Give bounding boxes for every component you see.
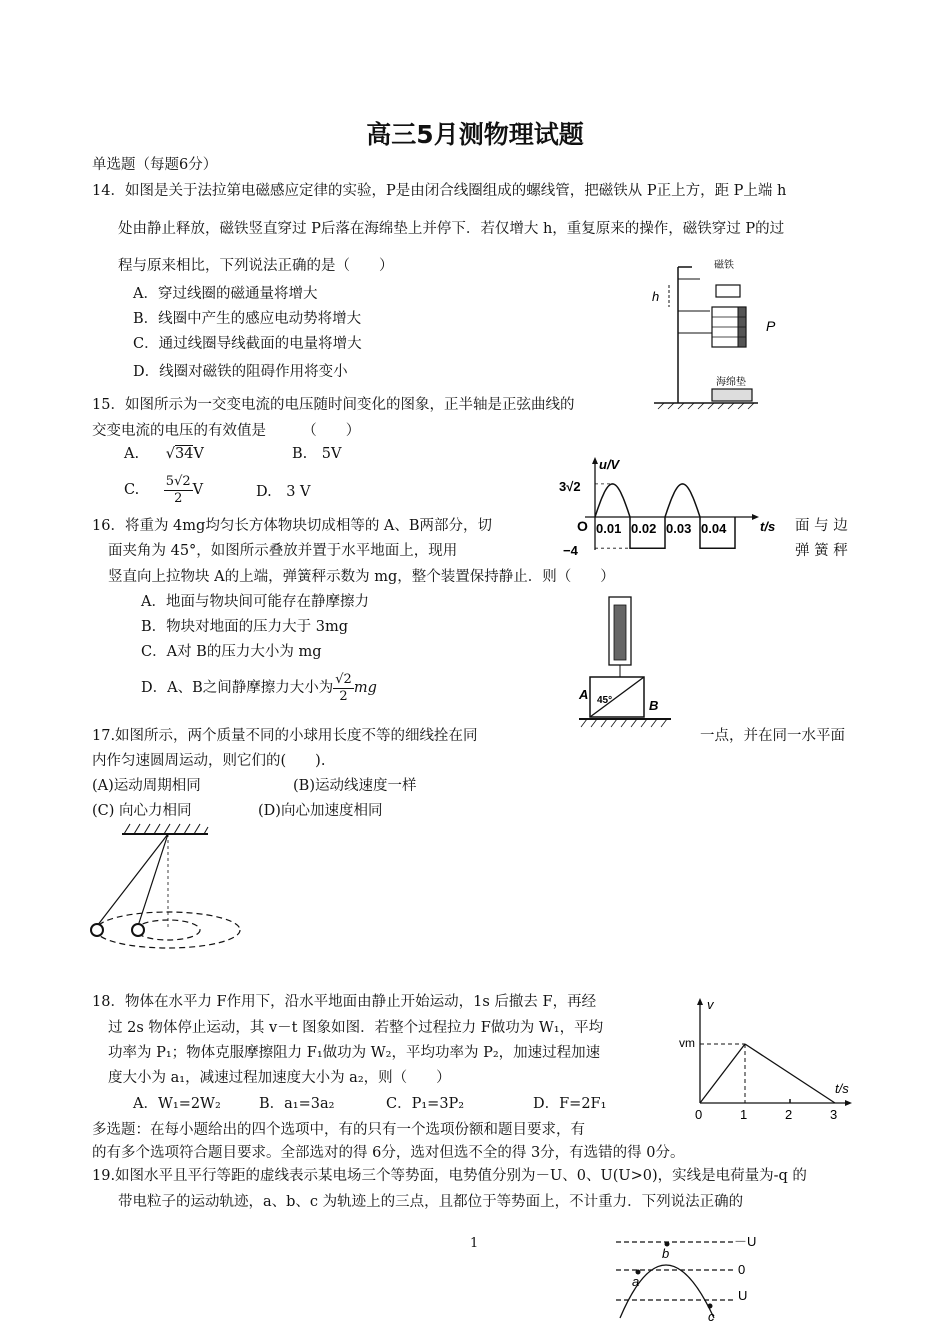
q15-voltage-chart [555,455,785,560]
q15-option-c-label: C. [124,482,140,499]
q16-label-b: B [649,698,659,713]
q15-x-tick-4: 0.04 [701,521,727,536]
q17-option-a: (A)运动周期相同 [92,778,201,794]
q18-tick-2: 2 [785,1107,793,1122]
page-number: 1 [470,1236,479,1251]
q15-option-c-unit: V [192,482,204,499]
q16-line2-left: 面夹角为 45°，如图所示叠放并置于水平地面上，现用 [108,543,458,559]
q18-option-d: D．F=2F₁ [533,1096,607,1112]
q15-x-tick-2: 0.02 [631,521,657,536]
q19-line2: 带电粒子的运动轨迹，a、b、c 为轨迹上的三点，且都位于等势面上，不计重力．下列说法正确的 [118,1194,744,1210]
q14-line1: 14．如图是关于法拉第电磁感应定律的实验，P是由闭合线圈组成的螺线管，把磁铁从 P正上方，距 P上端 h [92,183,787,199]
page-title: 高三5月测物理试题 [366,120,584,149]
q15-voltage-series [595,484,735,548]
q17-line2: 内作匀速圆周运动，则它们的( ). [92,753,326,769]
q16-option-d-suffix: mg [353,680,377,697]
q17-pendulum-figure [82,822,252,952]
section-multi-line1: 多选题：在每小题给出的四个选项中，有的只有一个选项份额和题目要求，有 [92,1122,585,1138]
q16-line2-right: 弹 簧 秤 [795,543,848,559]
q19-line1: 19.如图水平且平行等距的虚线表示某电场三个等势面，电势值分别为－U、0、U(U>0)，实线是电荷量为-q 的 [92,1168,807,1184]
q16-option-a: A．地面与物块间可能存在静摩擦力 [141,594,369,610]
q15-x-tick-1: 0.01 [596,521,622,536]
q17-option-c: (C) 向心力相同 [92,803,192,819]
q14-line3: 程与原来相比，下列说法正确的是（ ） [118,258,394,274]
q15-option-a-label: A. [124,446,140,462]
q19-label-a: a [632,1274,640,1289]
q18-v-axis-label: v [707,997,714,1012]
q15-x-tick-3: 0.03 [666,521,692,536]
q15-option-c-numerator: 5√2 [165,474,191,489]
q15-y-axis-arrow [592,457,598,464]
section-single-heading: 单选题（每题6分） [92,157,218,173]
q16-label-a: A [579,687,589,702]
q19-trajectory [620,1265,714,1318]
q16-line1-left: 16．将重为 4mg均匀长方体物块切成相等的 A、B两部分，切 [92,518,493,534]
q14-p-label: P [766,318,776,334]
q17-line1-right: 一点，并在同一水平面 [700,728,845,744]
q17-option-b: (B)运动线速度一样 [293,778,417,794]
q15-line2: 交变电流的电压的有效值是 （ ） [92,423,361,439]
q18-vm-label: vm [679,1036,695,1050]
q19-label-c: c [708,1309,715,1324]
q14-option-d: D．线圈对磁铁的阻碍作用将变小 [133,364,348,380]
q14-sponge-label: 海绵垫 [716,377,746,388]
q19-label-u: U [738,1288,748,1303]
q15-option-a-radicand: 34 [174,446,194,462]
q19-label-minus-u: －U [734,1234,757,1249]
q18-option-c: C．P₁=3P₂ [386,1096,465,1112]
q15-option-a: A. √34V [124,446,204,462]
q16-line3: 竖直向上拉物块 A的上端，弹簧秤示数为 mg，整个装置保持静止．则（ ） [108,569,615,585]
q14-option-a: A．穿过线圈的磁通量将增大 [133,286,318,302]
q18-line4: 度大小为 a₁，减速过程加速度大小为 a₂，则（ ） [108,1070,451,1086]
q16-option-b: B．物块对地面的压力大于 3mg [141,619,349,635]
q14-line2: 处由静止释放，磁铁竖直穿过 P后落在海绵垫上并停下．若仅增大 h，重复原来的操作，磁铁穿过 P的过 [118,221,785,237]
q15-x-tick-origin: O [577,518,588,534]
q16-option-d-denominator: 2 [339,688,348,704]
q17-line1-left: 17.如图所示，两个质量不同的小球用长度不等的细线拴在同 [92,728,478,744]
q14-magnet-label: 磁铁 [714,260,734,271]
q15-y-tick-min: −4 [563,543,578,558]
q18-tick-1: 1 [740,1107,748,1122]
q15-x-axis-label: t/s [760,519,776,534]
q18-option-b: B．a₁=3a₂ [259,1096,335,1112]
q16-angle-label: 45° [597,695,613,706]
q18-tick-3: 3 [830,1107,838,1122]
q15-y-axis-label: u/V [599,457,620,472]
q14-option-c: C．通过线圈导线截面的电量将增大 [133,336,362,352]
q18-vt-graph [675,995,860,1125]
q15-line1: 15．如图所示为一交变电流的电压随时间变化的图象，正半轴是正弦曲线的 [92,397,575,413]
q18-t-axis-label: t/s [835,1081,849,1096]
q17-option-d: (D)向心加速度相同 [258,803,383,819]
q16-option-d-numerator: √2 [335,672,352,687]
q18-line3: 功率为 P₁；物体克服摩擦阻力 F₁做功为 W₂，平均功率为 P₂，加速过程加速 [108,1045,601,1061]
q15-wave-segment [665,484,700,517]
q16-line1-right: 面 与 边 [795,518,848,534]
q14-option-b: B．线圈中产生的感应电动势将增大 [133,311,362,327]
q18-line1: 18．物体在水平力 F作用下，沿水平地面由静止开始运动，1s 后撤去 F，再经 [92,994,597,1010]
q18-line2: 过 2s 物体停止运动，其 v－t 图象如图．若整个过程拉力 F做功为 W₁，平均 [108,1020,604,1036]
q15-option-b: B. 5V [292,446,342,462]
q19-label-zero: 0 [738,1262,746,1277]
q14-h-label: h [652,289,660,304]
q16-blocks-figure [575,595,685,730]
q15-y-tick-max: 3√2 [559,479,581,494]
q14-solenoid-figure [640,255,800,411]
q15-x-axis-arrow [752,514,759,520]
section-multi-line2: 的有多个选项符合题目要求。全部选对的得 6分，选对但选不全的得 3分，有选错的得 0分。 [92,1145,685,1161]
q18-option-a: A．W₁=2W₂ [133,1096,221,1112]
q15-option-c [124,474,203,506]
q15-option-c-denominator: 2 [174,490,183,506]
q16-option-d-prefix: D．A、B之间静摩擦力大小为 [141,680,334,697]
q16-option-c: C．A对 B的压力大小为 mg [141,644,322,660]
q19-equipotential-figure [610,1228,790,1324]
q15-option-d: D. 3 V [256,484,311,500]
q19-label-b: b [662,1246,670,1261]
q15-option-a-unit: V [193,446,204,462]
q15-wave-segment [595,484,630,517]
q16-option-d [141,672,377,704]
q18-tick-0: 0 [695,1107,703,1122]
